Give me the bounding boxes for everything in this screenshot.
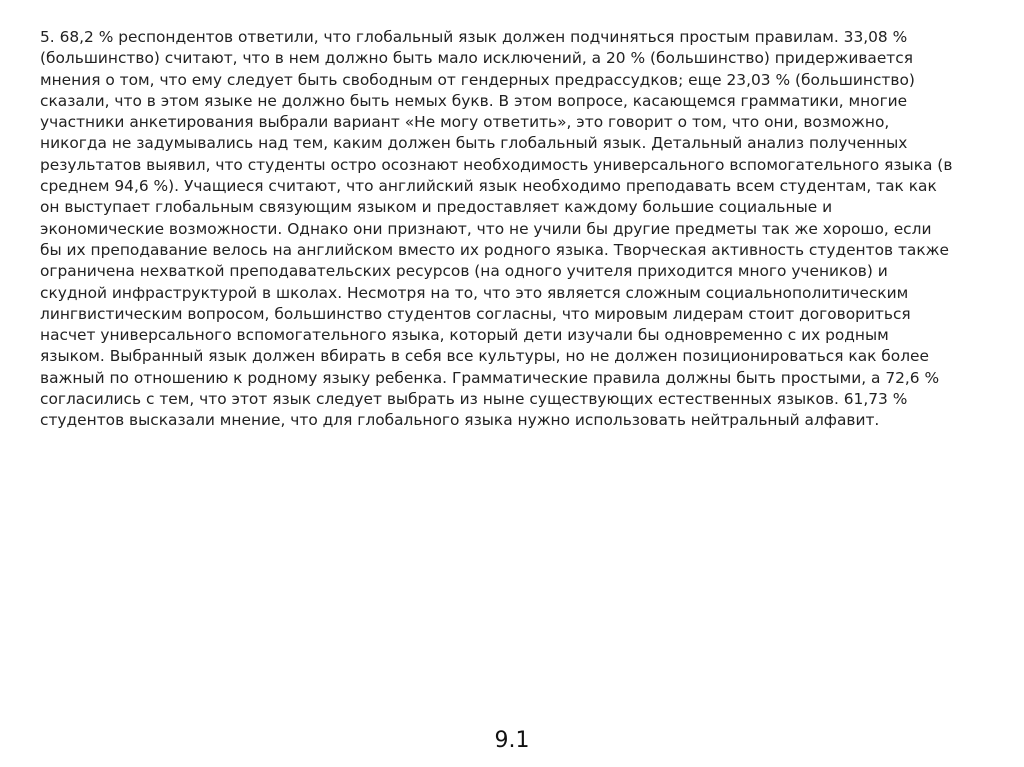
text-line: никогда не задумывались над тем, каким должен быть глобальный язык. Детальный анализ полученных [40, 134, 908, 153]
text-line: сказали, что в этом языке не должно быть немых букв. В этом вопросе, касающемся грамматики, многие [40, 91, 908, 110]
text-line: студентов высказали мнение, что для глобального языка нужно использовать нейтральный алфавит. [40, 411, 880, 430]
text-line: он выступает глобальным связующим языком и предоставляет каждому большие социальные и [40, 198, 833, 217]
text-line: результатов выявил, что студенты остро осознают необходимость универсального вспомогательного языка (в [40, 155, 953, 174]
body-text [40, 27, 990, 432]
text-line: 5. 68,2 % респондентов ответили, что глобальный язык должен подчиняться простым правилам. 33,08 % [40, 28, 908, 46]
text-line: языком. Выбранный язык должен вбирать в себя все культуры, но не должен позиционироваться как более [40, 347, 929, 366]
page-number: 9.1 [494, 728, 530, 753]
text-line: насчет универсального вспомогательного языка, который дети изучали бы одновременно с их родным [40, 326, 889, 345]
text-line: среднем 94,6 %). Учащиеся считают, что английский язык необходимо преподавать всем студентам, так как [40, 177, 937, 196]
text-line: согласились с тем, что этот язык следует выбрать из ныне существующих естественных языков. 61,73 % [40, 390, 908, 409]
text-line: бы их преподавание велось на английском вместо их родного языка. Творческая активность студентов также [40, 240, 949, 259]
text-line: скудной инфраструктурой в школах. Несмотря на то, что это является сложным социальнополитическим [40, 283, 909, 302]
text-line: участники анкетирования выбрали вариант «Не могу ответить», это говорит о том, что они, возможно, [40, 113, 890, 132]
text-line: лингвистическим вопросом, большинство студентов согласны, что мировым лидерам стоит договориться [40, 304, 911, 323]
text-line: (большинство) считают, что в нем должно быть мало исключений, а 20 % (большинство) придерживается [40, 49, 913, 68]
text-line: ограничена нехваткой преподавательских ресурсов (на одного учителя приходится много учеников) и [40, 262, 888, 281]
text-line: мнения о том, что ему следует быть свободным от гендерных предрассудков; еще 23,03 % (большинство) [40, 70, 915, 89]
text-line: экономические возможности. Однако они признают, что не учили бы другие предметы так же хорошо, если [40, 219, 932, 238]
text-line: важный по отношению к родному языку ребенка. Грамматические правила должны быть простыми, а 72,6 % [40, 368, 940, 387]
